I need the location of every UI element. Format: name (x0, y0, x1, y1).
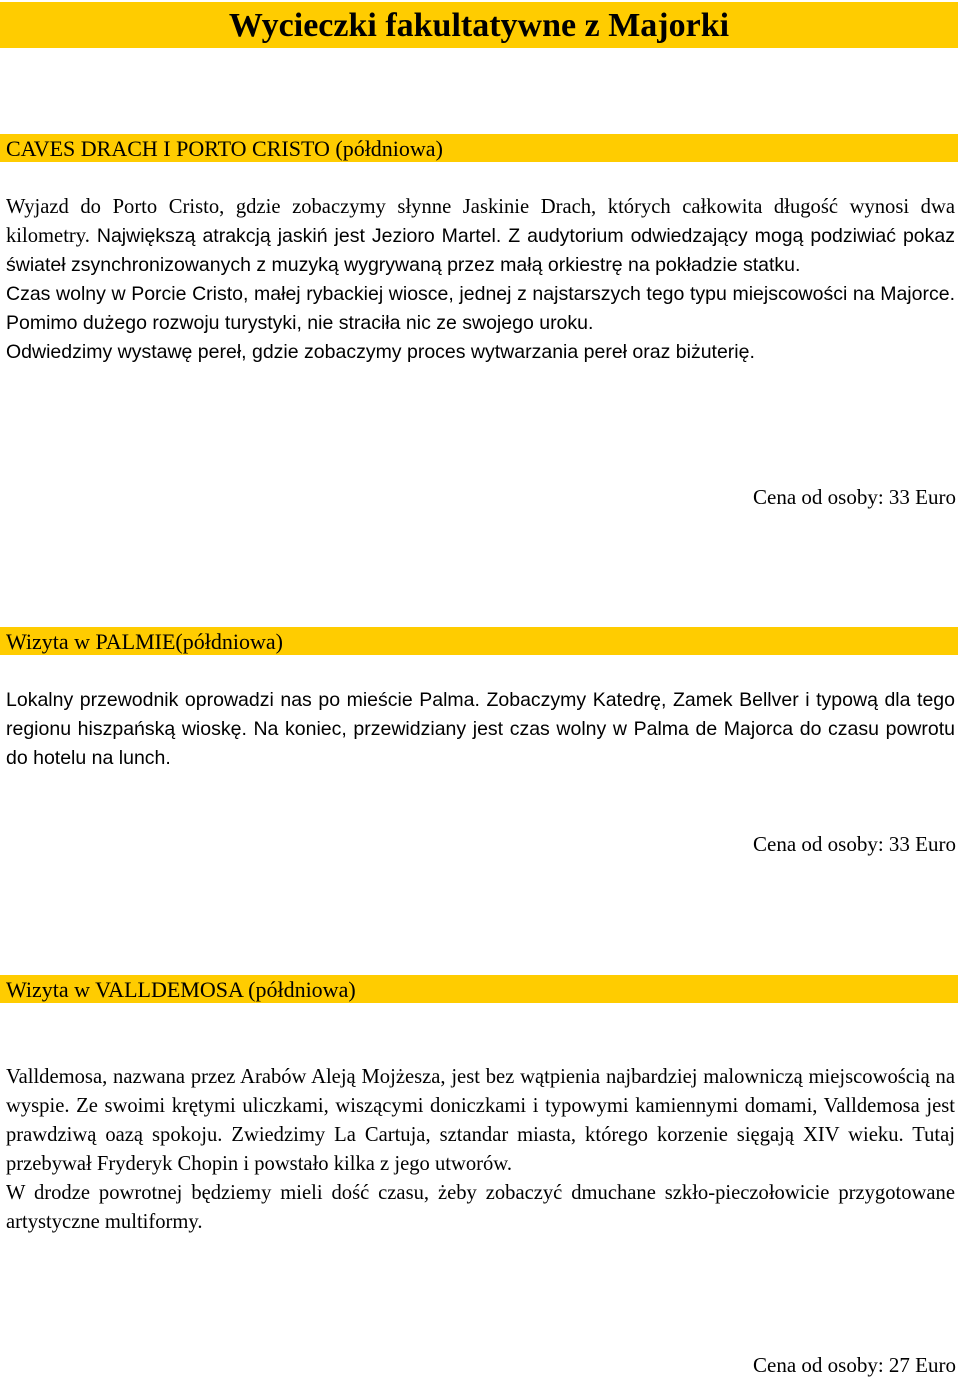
section-heading-valldemosa: Wizyta w VALLDEMOSA (półdniowa) (0, 975, 958, 1003)
section-heading-caves-drach: CAVES DRACH I PORTO CRISTO (półdniowa) (0, 134, 958, 162)
paragraph: Odwiedzimy wystawę pereł, gdzie zobaczymy proces wytwarzania pereł oraz biżuterię. (6, 341, 755, 363)
paragraph: Valldemosa, nazwana przez Arabów Aleją Mojżesza, jest bez wątpienia najbardziej malowniczą miejscowością na wyspie. Ze swoimi krętymi uliczkami, wiszącymi doniczkami i typowymi kamiennymi domami, Valldemosa jest prawdziwą oazą spokoju. Zwiedzimy La Cartuja, sztandar miasta, którego korzenie sięgają XIV wieku. Tutaj przebywał Fryderyk Chopin i powstało kilka z jego utworów. (6, 1066, 955, 1175)
section-body-caves-drach (6, 193, 955, 367)
paragraph (6, 193, 955, 280)
section-body-palma (6, 686, 955, 773)
paragraph-text: Największą atrakcją jaskiń jest Jezioro Martel. Z audytorium odwiedzający mogą podziwiać pokaz świateł zsynchronizowanych z muzyką wygrywaną przez małą orkiestrę na pokładzie statku. (6, 225, 955, 276)
paragraph: W drodze powrotnej będziemy mieli dość czasu, żeby zobaczyć dmuchane szkło-pieczołowicie przygotowane artystyczne multiformy. (6, 1182, 955, 1233)
section-body-valldemosa (6, 1063, 955, 1237)
price-label-valldemosa: Cena od osoby: 27 Euro (753, 1353, 956, 1377)
page-title: Wycieczki fakultatywne z Majorki (0, 2, 958, 48)
price-label-caves-drach: Cena od osoby: 33 Euro (753, 485, 956, 509)
paragraph: Lokalny przewodnik oprowadzi nas po mieście Palma. Zobaczymy Katedrę, Zamek Bellver i typową dla tego regionu hiszpańską wioskę. Na koniec, przewidziany jest czas wolny w Palma de Majorca do czasu powrotu do hotelu na lunch. (6, 689, 955, 769)
paragraph-text: Wyjazd do Porto Cristo, gdzie zobaczymy słynne Jaskinie Drach, których całkowita długość wynosi dwa kilometry. (6, 196, 955, 247)
section-heading-palma: Wizyta w PALMIE(półdniowa) (0, 627, 958, 655)
price-label-palma: Cena od osoby: 33 Euro (753, 832, 956, 856)
paragraph: Czas wolny w Porcie Cristo, małej rybackiej wiosce, jednej z najstarszych tego typu miejscowości na Majorce. Pomimo dużego rozwoju turystyki, nie straciła nic ze swojego uroku. (6, 283, 955, 334)
